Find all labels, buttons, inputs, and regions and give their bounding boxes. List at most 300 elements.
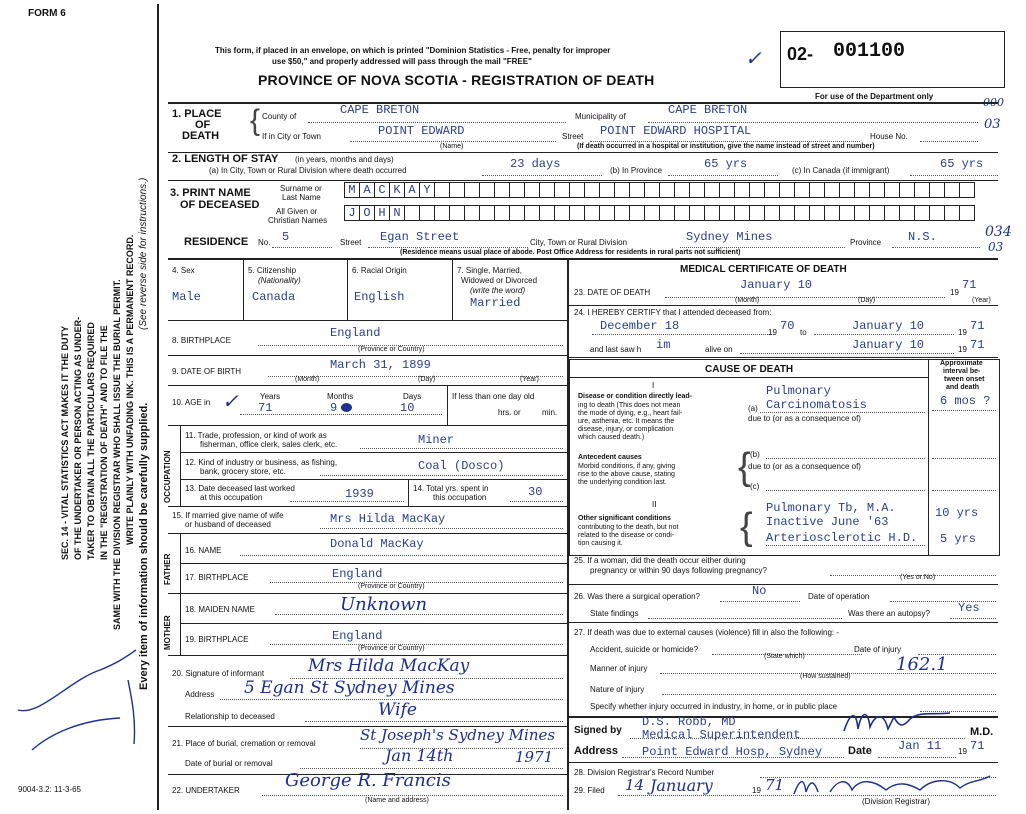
- surname-cell: [644, 182, 660, 198]
- given-cell: [809, 205, 825, 221]
- surname-letter: A: [363, 183, 371, 197]
- surname-cell: [539, 182, 555, 198]
- date-injury-label: Date of injury: [854, 645, 902, 654]
- of-deceased-label: OF DECEASED: [180, 199, 260, 211]
- side-instruction-3: TAKER TO OBTAIN ALL THE PARTICULARS REQUIRED: [86, 322, 96, 560]
- surname-letter: A: [408, 183, 416, 197]
- dob-day-caption: (Day): [418, 376, 436, 383]
- res-city-value: Sydney Mines: [686, 230, 773, 244]
- alive-on-label: alive on: [705, 345, 733, 354]
- autopsy-value: Yes: [958, 601, 980, 615]
- surname-cell: [809, 182, 825, 198]
- footer-code: 9004-3.2: 11-3-65: [18, 785, 82, 794]
- surname-cell: [569, 182, 585, 198]
- father-name-value: Donald MacKay: [330, 537, 424, 551]
- surname-cell: [614, 182, 630, 198]
- stay-c-value: 65 yrs: [940, 157, 984, 171]
- dob-label: 9. DATE OF BIRTH: [172, 367, 242, 376]
- residence-label: RESIDENCE: [184, 236, 249, 248]
- surname-cell: [374, 182, 390, 198]
- last-saw-label: and last saw h: [590, 345, 642, 354]
- disease-text-1: Disease or condition directly lead-: [578, 393, 692, 400]
- surname-letter: C: [378, 183, 386, 197]
- header-notice-1: This form, if placed in an envelope, on which is printed "Dominion Statistics - Free, penalty for improper: [215, 46, 611, 55]
- cause-a-value-1: Pulmonary: [766, 384, 831, 398]
- given-cell: [554, 205, 570, 221]
- municipality-value: CAPE BRETON: [668, 103, 748, 117]
- death-year-caption: (Year): [972, 297, 991, 304]
- undertaker-label: 22. UNDERTAKER: [172, 786, 240, 795]
- citizenship-value: Canada: [252, 290, 296, 304]
- place-death-label: DEATH: [182, 130, 220, 142]
- filed-month-value: January: [650, 776, 713, 795]
- informant-value: Mrs Hilda MacKay: [308, 656, 470, 676]
- filed-nineteen: 19: [752, 786, 761, 795]
- brace-icon: {: [250, 104, 261, 137]
- father-label: FATHER: [163, 553, 172, 585]
- attended-to-label: to: [800, 328, 807, 337]
- filed-year-value: 71: [765, 776, 785, 794]
- sig-address-value: Point Edward Hosp, Sydney: [642, 745, 823, 759]
- manner-label: Manner of injury: [590, 664, 648, 673]
- surname-cell: [659, 182, 675, 198]
- stay-b-label: (b) In Province: [610, 166, 663, 175]
- sig-address-label: Address: [574, 745, 619, 757]
- wife-label-2: or husband of deceased: [185, 520, 271, 529]
- occ11-value: Miner: [418, 433, 455, 447]
- given-cell: [824, 205, 840, 221]
- given-cell: [524, 205, 540, 221]
- given-cell: [749, 205, 765, 221]
- citizenship-label: 5. Citizenship: [248, 266, 297, 275]
- surname-cell: [554, 182, 570, 198]
- signed-by-value-1: D.S. Robb, MD: [642, 715, 736, 729]
- other-value-3: Arteriosclerotic H.D.: [766, 531, 918, 545]
- wife-value: Mrs Hilda MacKay: [330, 512, 446, 526]
- interval-o1-value: 10 yrs: [935, 506, 979, 520]
- racial-label: 6. Racial Origin: [352, 266, 407, 275]
- place-label: 1. PLACE: [172, 108, 222, 120]
- surname-cell: [689, 182, 705, 198]
- province-value: N.S.: [908, 230, 937, 244]
- given-cell: [359, 205, 375, 221]
- months-label: Months: [327, 392, 354, 401]
- given-letter: N: [393, 206, 401, 220]
- marital-label-3: (write the word): [470, 286, 526, 295]
- interval-label-3: tween onset: [944, 376, 985, 383]
- name-caption: (Name): [440, 143, 464, 150]
- surname-cell: [749, 182, 765, 198]
- mother-birth-label: 19. BIRTHPLACE: [185, 635, 249, 644]
- res-no-value: 5: [282, 230, 290, 244]
- dept-use-label: For use of the Department only: [815, 92, 934, 101]
- medical-title: MEDICAL CERTIFICATE OF DEATH: [680, 264, 847, 275]
- cause-c-label: (c): [750, 482, 760, 491]
- surname-cell: [584, 182, 600, 198]
- surname-cell: [794, 182, 810, 198]
- occ12-label-2: bank, grocery store, etc.: [200, 467, 286, 476]
- surname-cell: [434, 182, 450, 198]
- registration-number-box: [780, 31, 1005, 88]
- municipality-label: Municipality of: [575, 112, 626, 121]
- dept-code-3: 034: [985, 224, 1012, 240]
- attended-from-nineteen: 19: [768, 328, 777, 337]
- res-street-value: Egan Street: [380, 230, 460, 244]
- q28-label: 28. Division Registrar's Record Number: [574, 768, 715, 777]
- interval-label-2: interval be-: [943, 368, 981, 375]
- interval-label-1: Approximate: [940, 360, 983, 367]
- surname-cell: [674, 182, 690, 198]
- street-value: POINT EDWARD HOSPITAL: [600, 124, 752, 138]
- date-op-label: Date of operation: [808, 592, 870, 601]
- surname-cell: [734, 182, 750, 198]
- dob-year-caption: (Year): [520, 376, 539, 383]
- surname-cell: [464, 182, 480, 198]
- given-cell: [389, 205, 405, 221]
- death-month-caption: (Month): [735, 297, 760, 304]
- res-no-label: No.: [258, 238, 271, 247]
- div-registrar-caption: (Division Registrar): [862, 797, 931, 806]
- print-name-label: 3. PRINT NAME: [170, 187, 251, 199]
- surname-label: Surname or: [280, 184, 322, 193]
- filed-day-value: 14: [625, 776, 645, 794]
- due-to-label-2: due to (or as a consequence of): [748, 462, 861, 471]
- q27-label: 27. If death was due to external causes (violence) fill in also the following: -: [574, 628, 840, 637]
- given-cell: [494, 205, 510, 221]
- reg-number: 001100: [833, 40, 906, 63]
- last-name-label: Last Name: [282, 193, 321, 202]
- occ14-value: 30: [528, 485, 543, 499]
- father-birth-value: England: [332, 567, 383, 581]
- side-instruction-6: WRITE PLAINLY WITH UNFADING INK. THIS IS A PERMANENT RECORD.: [125, 234, 135, 545]
- county-value: CAPE BRETON: [340, 103, 420, 117]
- interval-o2-value: 5 yrs: [940, 532, 977, 546]
- stay-b-value: 65 yrs: [704, 157, 748, 171]
- disease-text-6: which caused death.): [578, 434, 645, 441]
- autopsy-label: Was there an autopsy?: [848, 609, 930, 618]
- county-label: County of: [262, 112, 297, 121]
- place-of-label: OF: [195, 119, 211, 131]
- occ11-label-2: fisherman, office clerk, sales clerk, etc.: [200, 440, 338, 449]
- surname-cell: [494, 182, 510, 198]
- given-letter: J: [348, 206, 356, 220]
- surname-cell: [419, 182, 435, 198]
- marital-label-2: Widowed or Divorced: [461, 276, 538, 285]
- check-mark-icon: ✓: [745, 46, 762, 70]
- racial-value: English: [354, 290, 405, 304]
- inf-address-label: Address: [185, 690, 215, 699]
- yes-no-caption: (Yes or No): [900, 574, 936, 581]
- due-to-label-1: due to (or as a consequence of): [748, 414, 861, 423]
- surname-cell: [869, 182, 885, 198]
- md-label: M.D.: [970, 726, 994, 738]
- birthplace-label: 8. BIRTHPLACE: [172, 336, 231, 345]
- death-year-value: 71: [962, 278, 977, 292]
- state-find-label: State findings: [590, 609, 639, 618]
- stay-c-label: (c) In Canada (if immigrant): [792, 166, 890, 175]
- surname-cell: [389, 182, 405, 198]
- attended-to-nineteen: 19: [958, 328, 967, 337]
- death-date-value: January 10: [740, 278, 813, 292]
- side-instruction-4: IN THE "REGISTRATION OF DEATH" AND TO FILE THE: [99, 325, 109, 560]
- stay-a-label: (a) In City, Town or Rural Division where death occurred: [209, 166, 407, 175]
- relationship-value: Wife: [378, 700, 417, 720]
- days-label: Days: [403, 392, 422, 401]
- registrar-signature-icon: [790, 772, 995, 800]
- disease-text-3: the mode of dying, e.g., heart fail-: [578, 410, 683, 417]
- occ14-label-1: 14. Total yrs. spent in: [413, 484, 489, 493]
- surname-cell: [914, 182, 930, 198]
- given-cell: [929, 205, 945, 221]
- given-letter: H: [378, 206, 386, 220]
- occ12-value: Coal (Dosco): [418, 459, 505, 473]
- given-cell: [509, 205, 525, 221]
- form-title: PROVINCE OF NOVA SCOTIA - REGISTRATION OF DEATH: [258, 72, 655, 88]
- surname-cell: [929, 182, 945, 198]
- given-cell: [704, 205, 720, 221]
- attended-from-year: 70: [780, 319, 795, 333]
- street-label: Street: [562, 132, 584, 141]
- antecedent-brace-icon: {: [738, 446, 751, 488]
- antecedent-text-3: rise to the above cause, stating: [578, 471, 675, 478]
- given-cell: [374, 205, 390, 221]
- residence-note: (Residence means usual place of abode. Post Office Address for residents in rural parts not sufficient): [400, 249, 741, 256]
- city-town-value: POINT EDWARD: [378, 124, 465, 138]
- given-cell: [869, 205, 885, 221]
- given-cell: [959, 205, 975, 221]
- side-instruction-1: SEC. 14 - VITAL STATISTICS ACT MAKES IT THE DUTY: [60, 325, 70, 560]
- informant-label: 20. Signature of informant: [172, 669, 265, 678]
- res-street-label: Street: [340, 238, 362, 247]
- sig-date-label: Date: [848, 745, 872, 757]
- surname-cell: [884, 182, 900, 198]
- signed-by-value-2: Medical Superintendent: [642, 728, 801, 742]
- signed-by-label: Signed by: [574, 725, 622, 736]
- other-text-1: Other significant conditions: [578, 515, 671, 522]
- given-cell: [779, 205, 795, 221]
- side-instruction-8: (See reverse side for instructions.): [138, 177, 149, 330]
- length-stay-label: 2. LENGTH OF STAY: [172, 153, 279, 165]
- occ12-label-1: 12. Kind of industry or business, as fishing,: [185, 458, 338, 467]
- other-value-2: Inactive June '63: [766, 515, 889, 529]
- years-label: Years: [260, 392, 281, 401]
- surname-cell: [359, 182, 375, 198]
- surname-cell: [719, 182, 735, 198]
- other-brace-icon: {: [740, 506, 753, 548]
- given-cell: [404, 205, 420, 221]
- marital-value: Married: [470, 296, 521, 310]
- house-no-label: House No.: [870, 132, 908, 141]
- surname-cell: [509, 182, 525, 198]
- given-cell: [794, 205, 810, 221]
- surname-cell: [404, 182, 420, 198]
- interval-label-4: and death: [946, 384, 980, 391]
- alive-year-value: 71: [970, 338, 985, 352]
- age-months-value: 9: [330, 401, 338, 415]
- occ13-label-2: at this occupation: [200, 493, 263, 502]
- injury-code-value: 162.1: [896, 654, 948, 675]
- given-cell: [344, 205, 360, 221]
- surname-cell: [629, 182, 645, 198]
- nationality-label: (Nationality): [258, 276, 301, 285]
- given-cell: [689, 205, 705, 221]
- dept-code-4: 03: [988, 240, 1004, 254]
- res-city-label: City, Town or Rural Division: [530, 238, 628, 247]
- given-cell: [884, 205, 900, 221]
- state-which-caption: (State which): [764, 653, 805, 660]
- attended-label: 24. I HEREBY CERTIFY that I attended deceased from:: [574, 308, 772, 317]
- given-cell: [614, 205, 630, 221]
- hrs-label: hrs. or: [498, 408, 521, 417]
- surname-cell: [449, 182, 465, 198]
- q25-label-1: 25. If a woman, did the death occur either during: [574, 556, 746, 565]
- surname-cell: [524, 182, 540, 198]
- given-cell: [434, 205, 450, 221]
- min-label: min.: [542, 408, 558, 417]
- cause-a-value-2: Carcinomatosis: [766, 398, 867, 412]
- given-cell: [719, 205, 735, 221]
- occ13-label-1: 13. Date deceased last worked: [185, 484, 295, 493]
- given-cell: [764, 205, 780, 221]
- disease-text-2: ing to death (This does not mean: [578, 402, 681, 409]
- attended-to-year: 71: [970, 319, 985, 333]
- other-value-1: Pulmonary Tb, M.A.: [766, 501, 896, 515]
- mother-birth-value: England: [332, 629, 383, 643]
- mother-label: MOTHER: [163, 615, 172, 650]
- cause-a-label: (a): [748, 404, 758, 413]
- form-number: FORM 6: [28, 8, 66, 19]
- given-cell: [419, 205, 435, 221]
- city-town-label: If in City or Town: [262, 132, 321, 141]
- less-day-label: If less than one day old: [452, 392, 535, 401]
- cause-title: CAUSE OF DEATH: [705, 364, 794, 375]
- burial-place-value: St Joseph's Sydney Mines: [360, 726, 556, 744]
- dob-month-caption: (Month): [295, 376, 320, 383]
- alive-nineteen: 19: [958, 345, 967, 354]
- burial-place-label: 21. Place of burial, cremation or removal: [172, 739, 316, 748]
- given-cell: [674, 205, 690, 221]
- interval-a-value: 6 mos ?: [940, 394, 991, 408]
- burial-date-label: Date of burial or removal: [185, 759, 273, 768]
- margin-scribble-icon: [10, 640, 160, 770]
- given-cell: [659, 205, 675, 221]
- antecedent-text-2: Morbid conditions, if any, giving: [578, 463, 676, 470]
- other-text-2: contributing to the death, but not: [578, 524, 679, 531]
- q26-label: 26. Was there a surgical operation?: [574, 592, 700, 601]
- death-nineteen: 19: [950, 288, 959, 297]
- sig-year-value: 71: [970, 739, 985, 753]
- occ14-label-2: this occupation: [433, 493, 487, 502]
- undertaker-caption: (Name and address): [365, 797, 429, 804]
- surname-cell: [944, 182, 960, 198]
- given-letter: O: [363, 206, 371, 220]
- accident-label: Accident, suicide or homicide?: [590, 645, 699, 654]
- header-notice-2: use $50," and properly addressed will pass through the mail "FREE": [272, 57, 532, 66]
- side-instruction-7: Every item of information should be carefully supplied.: [138, 402, 150, 690]
- given-cell: [539, 205, 555, 221]
- how-sustained-caption: (How sustained): [800, 673, 851, 680]
- father-birth-label: 17. BIRTHPLACE: [185, 573, 249, 582]
- given-cell: [734, 205, 750, 221]
- age-label: 10. AGE in: [172, 398, 211, 407]
- burial-date-value: Jan 14th: [385, 746, 454, 765]
- surname-letter: M: [348, 183, 356, 197]
- given-label: All Given or: [276, 207, 318, 216]
- province-label: Province: [850, 238, 882, 247]
- given-cell: [569, 205, 585, 221]
- roman-two: II: [652, 500, 657, 509]
- surname-letter: Y: [423, 183, 431, 197]
- undertaker-value: George R. Francis: [285, 770, 451, 791]
- given-cell: [479, 205, 495, 221]
- length-sub-label: (in years, months and days): [295, 155, 394, 164]
- christian-label: Christian Names: [268, 216, 328, 225]
- last-saw-value: im: [656, 338, 671, 352]
- side-instruction-5: SAME WITH THE DIVISION REGISTRAR WHO SHALL ISSUE THE BURIAL PERMIT.: [112, 279, 122, 630]
- surname-cell: [764, 182, 780, 198]
- antecedent-text-4: the underlying condition last.: [578, 479, 667, 486]
- age-days-value: 10: [400, 401, 415, 415]
- surname-cell: [779, 182, 795, 198]
- surname-cell: [839, 182, 855, 198]
- stay-a-value: 23 days: [510, 157, 561, 171]
- sex-value: Male: [172, 290, 201, 304]
- surname-cell: [959, 182, 975, 198]
- alive-on-value: January 10: [852, 338, 925, 352]
- occ13-value: 1939: [345, 487, 374, 501]
- disease-text-4: ure, asthenia, etc. It means the: [578, 418, 675, 425]
- sig-nineteen: 19: [958, 747, 967, 756]
- death-day-caption: (Day): [858, 297, 876, 304]
- surname-cell: [899, 182, 915, 198]
- operation-value: No: [752, 584, 767, 598]
- roman-one: I: [652, 381, 655, 390]
- mother-birth-caption: (Province or Country): [358, 645, 425, 652]
- given-cell: [839, 205, 855, 221]
- given-cell: [944, 205, 960, 221]
- given-cell: [914, 205, 930, 221]
- marital-label-1: 7. Single, Married,: [457, 266, 522, 275]
- inf-address-value: 5 Egan St Sydney Mines: [244, 678, 455, 698]
- header-rule: [168, 102, 998, 104]
- surname-cell: [824, 182, 840, 198]
- attended-to-value: January 10: [852, 319, 925, 333]
- maiden-value: Unknown: [340, 594, 428, 615]
- wife-label-1: 15. If married give name of wife: [172, 511, 284, 520]
- given-cell: [449, 205, 465, 221]
- cause-b-label: (b): [750, 450, 760, 459]
- given-cell: [644, 205, 660, 221]
- occupation-label: OCCUPATION: [163, 450, 172, 503]
- reg-prefix: 02-: [787, 44, 814, 64]
- given-cell: [629, 205, 645, 221]
- relationship-label: Relationship to deceased: [185, 712, 275, 721]
- dept-code-2: 03: [984, 117, 1001, 132]
- given-cell: [854, 205, 870, 221]
- father-birth-caption: (Province or Country): [358, 583, 425, 590]
- surname-cell: [854, 182, 870, 198]
- disease-text-5: disease, injury, or complication: [578, 426, 674, 433]
- occ11-label-1: 11. Trade, profession, or kind of work as: [185, 431, 327, 440]
- burial-year-value: 1971: [515, 748, 554, 766]
- attended-from-value: December 18: [600, 319, 680, 333]
- surname-letter: K: [393, 183, 401, 197]
- q25-label-2: pregnancy or within 90 days following pregnancy?: [590, 566, 767, 575]
- sig-date-value: Jan 11: [898, 739, 942, 753]
- physician-signature-icon: [840, 705, 955, 737]
- hospital-note: (If death occurred in a hospital or institution, give the name instead of street and number): [577, 143, 875, 150]
- age-years-value: 71: [258, 401, 273, 415]
